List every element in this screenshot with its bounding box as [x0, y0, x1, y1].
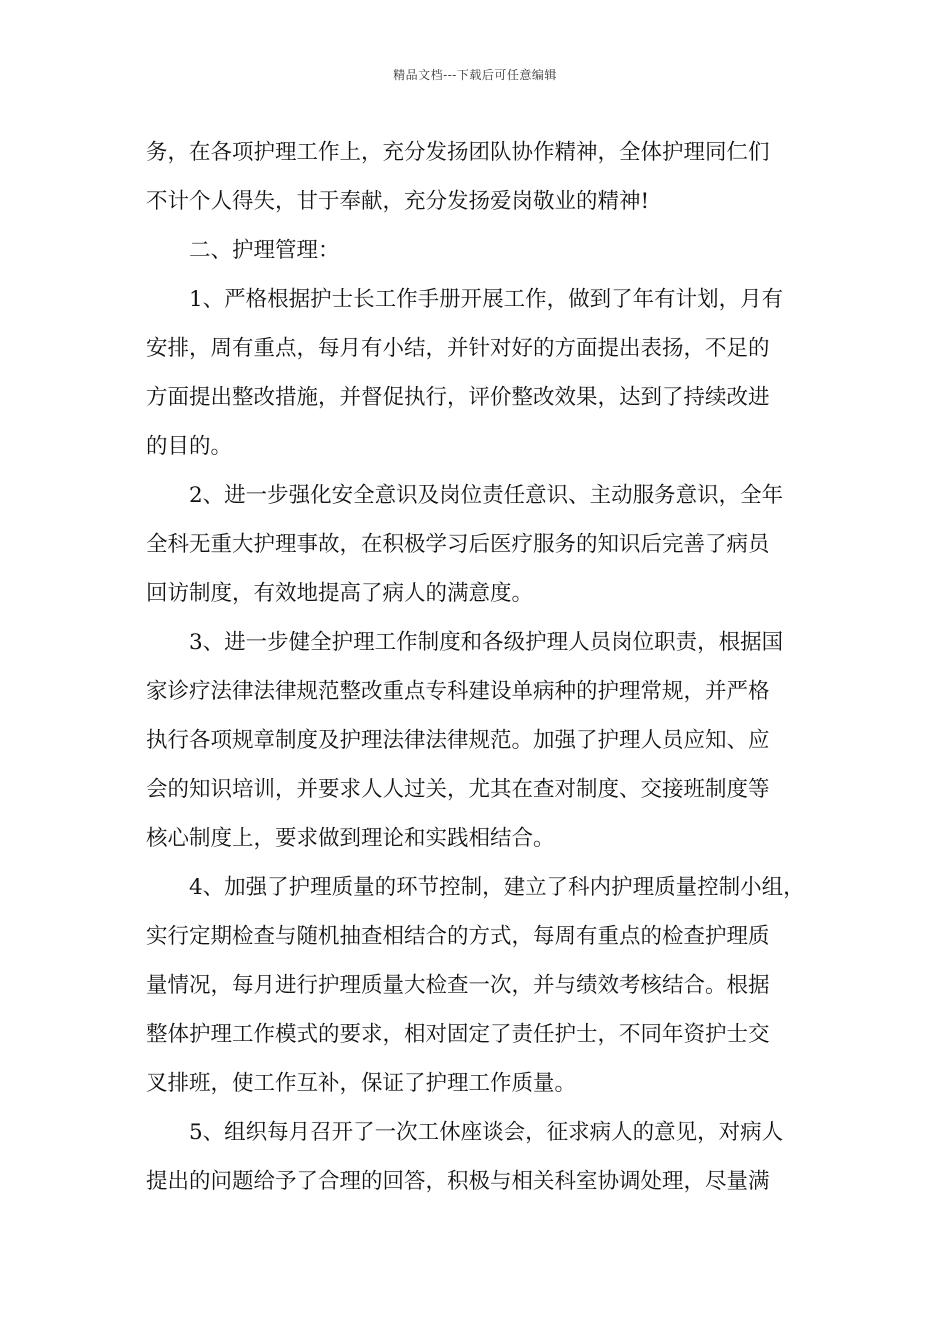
- text-line: 提出的问题给予了合理的回答，积极与相关科室协调处理，尽量满: [146, 1169, 770, 1194]
- text-line: 2、进一步强化安全意识及岗位责任意识、主动服务意识，全年: [189, 483, 784, 508]
- text-line: 安排，周有重点，每月有小结，并针对好的方面提出表扬，不足的: [146, 336, 770, 361]
- text-line: 1、严格根据护士长工作手册开展工作，做到了年有计划，月有: [189, 287, 784, 312]
- text-line: 3、进一步健全护理工作制度和各级护理人员岗位职责，根据国: [189, 630, 784, 655]
- text-line: 4、加强了护理质量的环节控制，建立了科内护理质量控制小组，: [189, 875, 805, 900]
- text-line: 叉排班，使工作互补，保证了护理工作质量。: [146, 1071, 577, 1096]
- text-line: 量情况，每月进行护理质量大检查一次，并与绩效考核结合。根据: [146, 973, 770, 998]
- text-line: 二、护理管理：: [189, 238, 340, 263]
- text-line: 的目的。: [146, 434, 233, 459]
- text-line: 全科无重大护理事故，在积极学习后医疗服务的知识后完善了病员: [146, 532, 770, 557]
- text-line: 会的知识培训，并要求人人过关，尤其在查对制度、交接班制度等: [146, 777, 770, 802]
- text-line: 方面提出整改措施，并督促执行，评价整改效果，达到了持续改进: [146, 385, 770, 410]
- text-line: 回访制度，有效地提高了病人的满意度。: [146, 581, 534, 606]
- text-line: 整体护理工作模式的要求，相对固定了责任护士，不同年资护士交: [146, 1022, 770, 1047]
- text-line: 执行各项规章制度及护理法律法律规范。加强了护理人员应知、应: [146, 728, 770, 753]
- document-body: [146, 128, 822, 1206]
- page-header: 精品文档---下载后可任意编辑: [393, 68, 557, 82]
- text-line: 不计个人得失，甘于奉献，充分发扬爱岗敬业的精神!: [146, 189, 650, 214]
- text-line: 家诊疗法律法律规范整改重点专科建设单病种的护理常规，并严格: [146, 679, 770, 704]
- text-line: 实行定期检查与随机抽查相结合的方式，每周有重点的检查护理质: [146, 924, 770, 949]
- text-line: 核心制度上，要求做到理论和实践相结合。: [146, 826, 555, 851]
- text-line: 务，在各项护理工作上，充分发扬团队协作精神，全体护理同仁们: [146, 140, 770, 165]
- text-line: 5、组织每月召开了一次工休座谈会，征求病人的意见，对病人: [189, 1120, 784, 1145]
